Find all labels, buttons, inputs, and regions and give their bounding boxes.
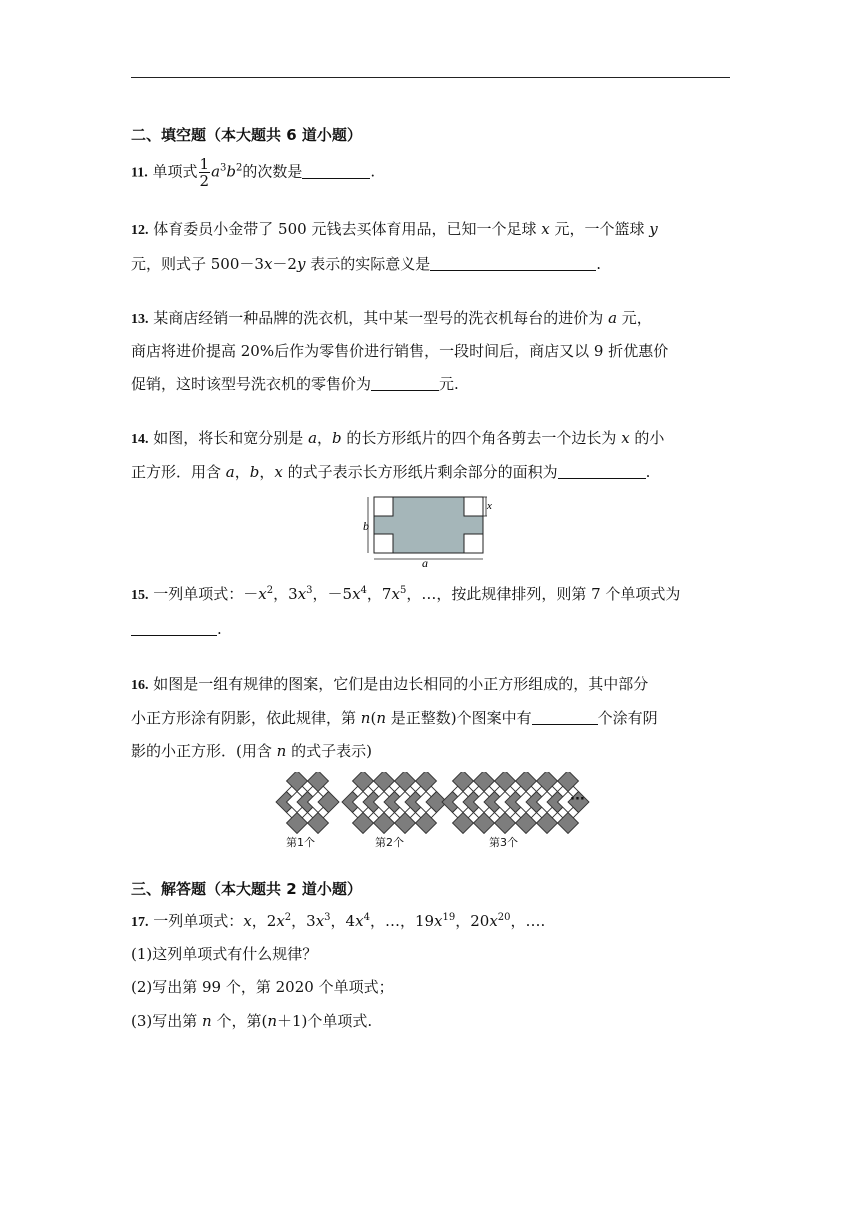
question-text: 的次数是	[242, 162, 303, 181]
answer-blank[interactable]	[302, 163, 370, 179]
variable: x	[391, 585, 400, 603]
question-number: 11.	[131, 165, 148, 181]
question-text: 促销，这时该型号洗衣机的零售价为	[131, 375, 372, 393]
question-text: 一列单项式：－	[153, 585, 259, 603]
fraction-denominator: 2	[199, 172, 210, 190]
question-17-part-1: (1)这列单项式有什么规律？	[131, 945, 318, 963]
question-text: 单项式	[152, 162, 198, 181]
question-text: ，7	[366, 585, 392, 603]
question-text: 某商店经销一种品牌的洗衣机，其中某一型号的洗衣机每台的进价为	[153, 309, 609, 327]
variable: n	[276, 742, 287, 760]
label-a: a	[422, 556, 428, 568]
variable: a	[211, 162, 221, 181]
variable: a	[308, 429, 318, 447]
question-text: ，4	[330, 912, 356, 930]
punctuation: ，	[259, 463, 275, 481]
cut-square-top-right	[464, 497, 483, 516]
exponent: 2	[284, 912, 292, 923]
question-17-part-2: (2)写出第 99 个，第 2020 个单项式；	[131, 978, 394, 996]
question-13-line-3	[131, 373, 459, 395]
punctuation: ，	[234, 463, 250, 481]
question-14-line-1	[131, 427, 664, 451]
exponent: 4	[363, 912, 370, 923]
variable: x	[355, 912, 364, 930]
answer-blank[interactable]	[430, 255, 596, 271]
question-text: ，－5	[312, 585, 353, 603]
question-text: ，3	[291, 912, 316, 930]
question-text: 的小	[629, 429, 665, 447]
answer-blank[interactable]	[131, 620, 217, 636]
variable: x	[276, 912, 285, 930]
exponent: 3	[220, 162, 227, 174]
question-number: 15.	[131, 588, 149, 603]
exponent: 5	[399, 585, 407, 596]
question-number: 16.	[131, 678, 149, 693]
fraction-numerator: 1	[199, 155, 210, 173]
question-text: 元，则式子 500－3	[131, 255, 264, 273]
punctuation: .	[217, 620, 222, 638]
question-number: 14.	[131, 432, 149, 447]
exponent: 2	[236, 162, 243, 174]
question-text: ，…，按此规律排列，则第 7 个单项式为	[406, 585, 681, 603]
question-text: 元，	[617, 309, 652, 327]
variable: x	[258, 585, 267, 603]
exponent: 3	[324, 912, 331, 923]
rectangle-cut-corners-figure	[362, 494, 498, 568]
question-13-line-1	[131, 307, 652, 331]
question-14-line-2	[131, 461, 650, 483]
fraction	[199, 156, 211, 189]
answer-blank[interactable]	[371, 375, 439, 391]
punctuation: ，	[317, 429, 333, 447]
question-text: ，….	[510, 912, 546, 930]
question-16-line-2	[131, 707, 658, 729]
question-17-part-3	[131, 1010, 372, 1032]
section-title-fill-in: 二、填空题（本大题共 6 道小题）	[131, 126, 362, 144]
question-text: 个涂有阴	[597, 709, 658, 727]
question-text: 小正方形涂有阴影，依此规律，第	[131, 709, 361, 727]
question-text: 的长方形纸片的四个角各剪去一个边长为	[341, 429, 622, 447]
question-text: ，2	[251, 912, 277, 930]
variable: x	[274, 463, 283, 481]
section-title-answer: 三、解答题（本大题共 2 道小题）	[131, 880, 362, 898]
answer-blank[interactable]	[558, 463, 646, 479]
question-text: 元.	[439, 375, 459, 393]
question-17-line-1	[131, 910, 545, 934]
cut-square-bottom-right	[464, 534, 483, 553]
pattern-ellipsis: ···	[570, 792, 585, 807]
variable: n	[376, 709, 386, 727]
exponent: 2	[266, 585, 274, 596]
variable: a	[225, 463, 235, 481]
question-text: 如图，将长和宽分别是	[153, 429, 309, 447]
question-text: ＋1)个单项式.	[277, 1012, 373, 1030]
variable: x	[297, 585, 307, 603]
question-number: 13.	[131, 312, 149, 327]
variable: x	[541, 220, 550, 238]
question-11	[131, 156, 375, 189]
question-text: 的式子表示长方形纸片剩余部分的面积为	[282, 463, 558, 481]
question-16-line-1	[131, 673, 648, 697]
question-12-line-2	[131, 253, 601, 275]
question-13-line-2: 商店将进价提高 20%后作为零售价进行销售，一段时间后，商店又以 9 折优惠价	[131, 342, 669, 360]
question-15-line-1	[131, 583, 680, 607]
variable: n	[267, 1012, 277, 1030]
question-text: 一列单项式：	[153, 912, 244, 930]
exponent: 20	[497, 912, 511, 923]
variable: n	[202, 1012, 212, 1030]
variable: x	[489, 912, 498, 930]
cut-square-top-left	[374, 497, 393, 516]
question-text: 正方形．用含	[131, 463, 226, 481]
punctuation: .	[645, 463, 651, 481]
variable: x	[243, 912, 252, 930]
variable: x	[434, 912, 443, 930]
question-text: 个，第(	[211, 1012, 268, 1030]
exponent: 3	[306, 585, 313, 596]
question-number: 12.	[131, 223, 149, 238]
header-rule	[131, 77, 730, 78]
pattern-figure	[270, 772, 600, 834]
question-16-line-3	[131, 740, 372, 762]
label-x: x	[487, 500, 492, 512]
variable: y	[649, 220, 658, 238]
punctuation: .	[596, 255, 602, 273]
question-15-line-2	[131, 618, 222, 640]
variable: b	[226, 162, 237, 181]
question-text: 表示的实际意义是	[305, 255, 431, 273]
variable: x	[621, 429, 630, 447]
punctuation: .	[370, 162, 376, 181]
question-text: 影的小正方形．(用含	[131, 742, 277, 760]
question-text: 如图是一组有规律的图案，它们是由边长相同的小正方形组成的，其中部分	[153, 675, 649, 693]
variable: b	[332, 429, 342, 447]
pattern-caption-3: 第3个	[489, 836, 518, 849]
variable: x	[263, 255, 273, 273]
exponent: 19	[442, 912, 456, 923]
question-text: ，20	[455, 912, 490, 930]
pattern-caption-1: 第1个	[286, 836, 315, 849]
question-text: 的式子表示)	[286, 742, 372, 760]
question-number: 17.	[131, 915, 149, 930]
question-text: (	[370, 709, 377, 727]
variable: y	[296, 255, 306, 273]
question-text: ，…，19	[369, 912, 435, 930]
answer-blank[interactable]	[532, 709, 598, 725]
variable: x	[352, 585, 361, 603]
question-text: 元，一个篮球	[549, 220, 650, 238]
question-text: 体育委员小金带了 500 元钱去买体育用品，已知一个足球	[153, 220, 542, 238]
exponent: 4	[360, 585, 367, 596]
variable: a	[608, 309, 618, 327]
label-b: b	[363, 519, 369, 533]
pattern-caption-2: 第2个	[375, 836, 404, 849]
variable: n	[360, 709, 371, 727]
question-12-line-1	[131, 218, 658, 242]
question-text: －2	[272, 255, 297, 273]
variable: b	[249, 463, 260, 481]
question-text: 是正整数)个图案中有	[385, 709, 532, 727]
variable: x	[315, 912, 325, 930]
cut-square-bottom-left	[374, 534, 393, 553]
question-text: ，3	[273, 585, 298, 603]
question-text: (3)写出第	[131, 1012, 203, 1030]
